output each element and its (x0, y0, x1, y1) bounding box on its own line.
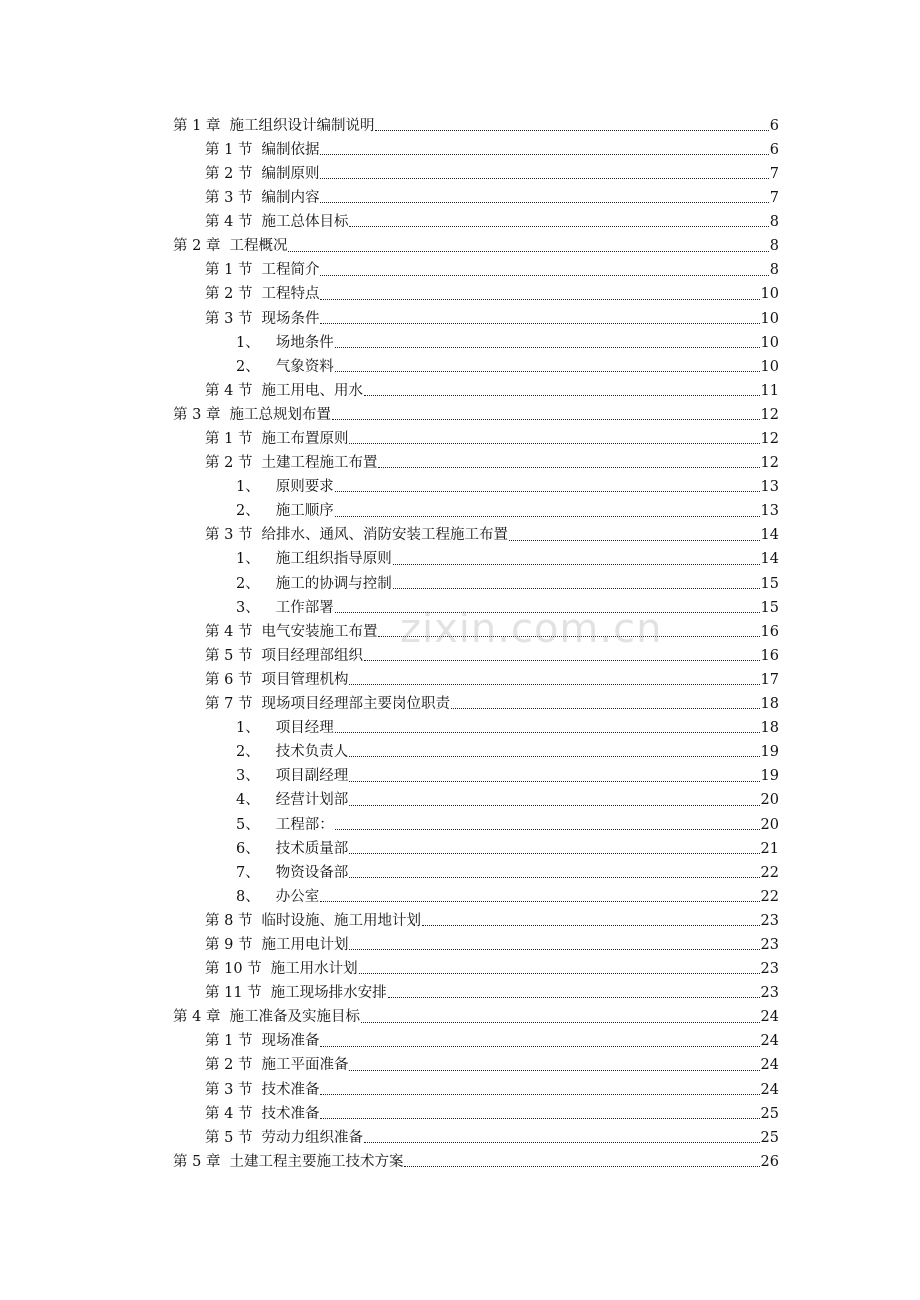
dot-leader (320, 1093, 759, 1095)
dot-leader (335, 731, 760, 733)
toc-page-number: 25 (760, 1129, 779, 1146)
toc-entry-title: 原则要求 (275, 479, 334, 496)
toc-entry-title: 土建工程主要施工技术方案 (229, 1153, 404, 1170)
dot-leader (349, 442, 759, 444)
toc-subsection-entry[interactable] (0, 716, 920, 740)
toc-page-number: 15 (760, 599, 779, 616)
toc-subsection-entry[interactable] (0, 475, 920, 499)
toc-entry-number: 第 1 节 (205, 262, 253, 279)
dot-leader (320, 177, 768, 179)
toc-page-number: 25 (760, 1105, 779, 1122)
toc-entry-label (236, 336, 334, 351)
dot-leader (320, 274, 768, 276)
dot-leader (378, 466, 759, 468)
toc-page-number: 22 (760, 864, 779, 881)
toc-subsection-entry[interactable] (0, 572, 920, 596)
toc-section-entry[interactable] (0, 644, 920, 668)
toc-entry-title: 项目经理部组织 (261, 647, 363, 664)
toc-subsection-entry[interactable] (0, 789, 920, 813)
toc-entry-title: 施工组织指导原则 (275, 551, 392, 568)
dot-leader (404, 1165, 759, 1167)
toc-section-entry[interactable] (0, 909, 920, 933)
toc-entry-label (236, 818, 334, 833)
toc-entry-title: 施工现场排水安排 (270, 985, 387, 1002)
toc-entry-label (205, 1058, 348, 1073)
toc-entry-title: 技术准备 (261, 1081, 320, 1098)
toc-entry-title: 工程特点 (261, 286, 320, 303)
toc-entry-label (205, 1034, 319, 1049)
toc-entry-number: 第 3 节 (205, 190, 253, 207)
toc-entry-number: 第 4 章 (173, 1009, 221, 1026)
toc-entry-number: 第 8 节 (205, 912, 253, 929)
toc-entry-number: 1、 (236, 334, 260, 351)
dot-leader (332, 418, 760, 420)
toc-entry-number: 第 5 节 (205, 1129, 253, 1146)
toc-entry-title: 工程部： (275, 816, 334, 833)
toc-entry-label (236, 552, 392, 567)
toc-entry-title: 编制依据 (261, 141, 320, 158)
toc-page-number: 8 (769, 214, 779, 231)
toc-chapter-entry[interactable] (0, 1150, 920, 1174)
toc-entry-number: 2、 (236, 744, 260, 761)
toc-entry-number: 第 3 章 (173, 406, 221, 423)
toc-entry-title: 给排水、通风、消防安装工程施工布置 (261, 527, 508, 544)
toc-page-number: 10 (760, 334, 779, 351)
toc-entry-label (236, 866, 348, 881)
toc-entry-label (205, 432, 348, 447)
toc-entry-number: 第 1 节 (205, 141, 253, 158)
toc-page-number: 13 (760, 479, 779, 496)
toc-page-number: 19 (760, 744, 779, 761)
toc-entry-number: 第 7 节 (205, 696, 253, 713)
toc-page-number: 24 (760, 1081, 779, 1098)
toc-entry-number: 第 2 节 (205, 165, 253, 182)
toc-entry-number: 第 2 节 (205, 455, 253, 472)
dot-leader (320, 201, 768, 203)
toc-entry-label (205, 697, 450, 712)
toc-entry-number: 第 4 节 (205, 382, 253, 399)
dot-leader (375, 129, 768, 131)
dot-leader (320, 900, 759, 902)
toc-entry-title: 场地条件 (275, 334, 334, 351)
toc-entry-number: 第 9 节 (205, 936, 253, 953)
toc-entry-number: 3、 (236, 599, 260, 616)
toc-entry-title: 电气安装施工布置 (261, 623, 378, 640)
toc-subsection-entry[interactable] (0, 765, 920, 789)
dot-leader (320, 1045, 759, 1047)
dot-leader (288, 250, 768, 252)
watermark: zixin.com.cn (400, 606, 663, 652)
toc-entry-label (236, 769, 348, 784)
toc-subsection-entry[interactable] (0, 813, 920, 837)
toc-entry-label (205, 1107, 319, 1122)
toc-entry-label (205, 986, 387, 1001)
dot-leader (349, 804, 759, 806)
toc-entry-number: 第 3 节 (205, 1081, 253, 1098)
toc-section-entry[interactable] (0, 283, 920, 307)
toc-section-entry[interactable] (0, 138, 920, 162)
toc-page-number: 23 (760, 985, 779, 1002)
toc-page-number: 18 (760, 696, 779, 713)
toc-section-entry[interactable] (0, 1126, 920, 1150)
toc-entry-label (205, 649, 363, 664)
toc-section-entry[interactable] (0, 162, 920, 186)
toc-page-number: 23 (760, 912, 779, 929)
dot-leader (320, 153, 768, 155)
toc-subsection-entry[interactable] (0, 548, 920, 572)
toc-entry-title: 项目经理 (275, 720, 334, 737)
toc-section-entry[interactable] (0, 259, 920, 283)
toc-entry-number: 2、 (236, 575, 260, 592)
toc-entry-number: 第 5 章 (173, 1153, 221, 1170)
toc-section-entry[interactable] (0, 981, 920, 1005)
dot-leader (349, 755, 759, 757)
toc-section-entry[interactable] (0, 451, 920, 475)
dot-leader (335, 611, 760, 613)
toc-page-number: 12 (760, 406, 779, 423)
dot-leader (364, 659, 760, 661)
toc-entry-label (205, 167, 319, 182)
toc-entry-title: 编制原则 (261, 165, 320, 182)
toc-entry-number: 第 1 节 (205, 431, 253, 448)
dot-leader (335, 490, 760, 492)
toc-entry-label (236, 601, 334, 616)
toc-entry-title: 技术负责人 (275, 744, 349, 761)
toc-page-number: 22 (760, 888, 779, 905)
toc-chapter-entry[interactable] (0, 114, 920, 138)
toc-entry-number: 第 6 节 (205, 671, 253, 688)
toc-entry-title: 施工组织设计编制说明 (229, 117, 375, 134)
dot-leader (364, 1141, 760, 1143)
toc-subsection-entry[interactable] (0, 596, 920, 620)
toc-section-entry[interactable] (0, 957, 920, 981)
toc-page-number: 12 (760, 455, 779, 472)
toc-entry-number: 第 3 节 (205, 527, 253, 544)
toc-page-number: 19 (760, 768, 779, 785)
toc-entry-number: 第 1 章 (173, 117, 221, 134)
toc-entry-title: 施工布置原则 (261, 431, 349, 448)
toc-entry-number: 第 2 节 (205, 286, 253, 303)
toc-entry-label (205, 263, 319, 278)
toc-entry-number: 第 2 章 (173, 238, 221, 255)
toc-entry-label (236, 504, 334, 519)
toc-entry-label (205, 143, 319, 158)
toc-entry-label (173, 119, 374, 134)
toc-entry-title: 技术质量部 (275, 840, 349, 857)
toc-entry-number: 1、 (236, 479, 260, 496)
toc-page-number: 13 (760, 503, 779, 520)
toc-entry-label (205, 1083, 319, 1098)
toc-entry-number: 4、 (236, 792, 260, 809)
toc-page-number: 10 (760, 358, 779, 375)
table-of-contents (0, 114, 920, 1174)
dot-leader (393, 587, 760, 589)
dot-leader (335, 370, 760, 372)
toc-entry-label (205, 312, 319, 327)
toc-entry-title: 现场准备 (261, 1033, 320, 1050)
toc-page-number: 6 (769, 117, 779, 134)
toc-entry-label (205, 287, 319, 302)
toc-entry-title: 现场项目经理部主要岗位职责 (261, 696, 450, 713)
toc-page-number: 16 (760, 623, 779, 640)
toc-page-number: 23 (760, 936, 779, 953)
toc-section-entry[interactable] (0, 524, 920, 548)
toc-entry-number: 5、 (236, 816, 260, 833)
toc-entry-number: 第 10 节 (205, 961, 262, 978)
dot-leader (378, 635, 759, 637)
toc-section-entry[interactable] (0, 1102, 920, 1126)
toc-entry-label (205, 673, 348, 688)
dot-leader (320, 298, 759, 300)
toc-page-number: 14 (760, 551, 779, 568)
toc-entry-title: 劳动力组织准备 (261, 1129, 363, 1146)
toc-entry-title: 物资设备部 (275, 864, 349, 881)
dot-leader (422, 924, 760, 926)
toc-page-number: 8 (769, 262, 779, 279)
toc-section-entry[interactable] (0, 668, 920, 692)
toc-page-number: 17 (760, 671, 779, 688)
toc-entry-label (205, 384, 363, 399)
toc-section-entry[interactable] (0, 1078, 920, 1102)
toc-subsection-entry[interactable] (0, 331, 920, 355)
toc-entry-number: 8、 (236, 888, 260, 905)
toc-page-number: 18 (760, 720, 779, 737)
toc-page-number: 10 (760, 286, 779, 303)
toc-entry-label (205, 215, 348, 230)
toc-entry-label (173, 1155, 403, 1170)
toc-entry-number: 7、 (236, 864, 260, 881)
toc-entry-title: 施工准备及实施目标 (229, 1009, 360, 1026)
toc-entry-title: 经营计划部 (275, 792, 349, 809)
toc-subsection-entry[interactable] (0, 885, 920, 909)
toc-page-number: 20 (760, 816, 779, 833)
toc-entry-label (236, 793, 348, 808)
toc-section-entry[interactable] (0, 933, 920, 957)
toc-entry-title: 施工用电、用水 (261, 382, 363, 399)
toc-page-number: 26 (760, 1153, 779, 1170)
toc-entry-title: 施工总规划布置 (229, 406, 331, 423)
toc-entry-label (205, 191, 319, 206)
toc-entry-title: 临时设施、施工用地计划 (261, 912, 421, 929)
toc-entry-label (205, 938, 348, 953)
toc-section-entry[interactable] (0, 1030, 920, 1054)
toc-entry-label (205, 914, 421, 929)
toc-subsection-entry[interactable] (0, 355, 920, 379)
toc-entry-label (236, 745, 348, 760)
toc-section-entry[interactable] (0, 692, 920, 716)
toc-entry-number: 第 4 节 (205, 214, 253, 231)
toc-page-number: 16 (760, 647, 779, 664)
toc-entry-label (205, 456, 377, 471)
toc-entry-label (205, 962, 358, 977)
toc-page-number: 7 (769, 190, 779, 207)
dot-leader (349, 852, 759, 854)
toc-entry-label (236, 721, 334, 736)
dot-leader (349, 876, 759, 878)
toc-entry-title: 工作部署 (275, 599, 334, 616)
dot-leader (335, 346, 760, 348)
toc-entry-label (173, 1010, 360, 1025)
toc-entry-number: 3、 (236, 768, 260, 785)
toc-subsection-entry[interactable] (0, 500, 920, 524)
toc-chapter-entry[interactable] (0, 234, 920, 258)
toc-entry-title: 项目副经理 (275, 768, 349, 785)
toc-entry-label (236, 842, 348, 857)
toc-entry-number: 1、 (236, 720, 260, 737)
toc-entry-title: 工程概况 (229, 238, 288, 255)
dot-leader (388, 996, 760, 998)
toc-page-number: 8 (769, 238, 779, 255)
toc-page-number: 14 (760, 527, 779, 544)
dot-leader (349, 683, 759, 685)
toc-entry-title: 办公室 (275, 888, 320, 905)
dot-leader (320, 1117, 759, 1119)
dot-leader (335, 515, 760, 517)
dot-leader (451, 707, 760, 709)
toc-section-entry[interactable] (0, 1054, 920, 1078)
toc-entry-label (236, 577, 392, 592)
toc-entry-title: 施工用电计划 (261, 936, 349, 953)
toc-entry-title: 编制内容 (261, 190, 320, 207)
toc-page-number: 15 (760, 575, 779, 592)
toc-entry-number: 第 11 节 (205, 985, 262, 1002)
toc-page-number: 21 (760, 840, 779, 857)
toc-entry-title: 土建工程施工布置 (261, 455, 378, 472)
toc-entry-label (205, 528, 508, 543)
toc-entry-title: 施工总体目标 (261, 214, 349, 231)
toc-entry-number: 2、 (236, 503, 260, 520)
toc-entry-title: 气象资料 (275, 358, 334, 375)
toc-page-number: 10 (760, 310, 779, 327)
dot-leader (393, 563, 760, 565)
toc-entry-number: 第 2 节 (205, 1057, 253, 1074)
dot-leader (320, 322, 759, 324)
toc-entry-title: 技术准备 (261, 1105, 320, 1122)
toc-section-entry[interactable] (0, 620, 920, 644)
toc-page-number: 24 (760, 1057, 779, 1074)
toc-entry-label (205, 625, 377, 640)
toc-chapter-entry[interactable] (0, 403, 920, 427)
toc-page-number: 12 (760, 431, 779, 448)
toc-section-entry[interactable] (0, 307, 920, 331)
toc-page-number: 20 (760, 792, 779, 809)
toc-page-number: 11 (760, 382, 779, 399)
toc-section-entry[interactable] (0, 210, 920, 234)
dot-leader (349, 225, 768, 227)
toc-entry-label (236, 360, 334, 375)
toc-entry-label (236, 890, 319, 905)
dot-leader (349, 948, 759, 950)
toc-entry-label (236, 480, 334, 495)
toc-entry-number: 第 5 节 (205, 647, 253, 664)
dot-leader (364, 394, 760, 396)
dot-leader (349, 1069, 759, 1071)
dot-leader (361, 1021, 760, 1023)
toc-entry-number: 2、 (236, 358, 260, 375)
dot-leader (359, 972, 760, 974)
toc-entry-number: 第 4 节 (205, 1105, 253, 1122)
toc-page-number: 23 (760, 961, 779, 978)
toc-section-entry[interactable] (0, 427, 920, 451)
toc-entry-title: 施工用水计划 (270, 961, 358, 978)
toc-entry-label (173, 239, 287, 254)
toc-entry-title: 施工的协调与控制 (275, 575, 392, 592)
toc-entry-number: 第 4 节 (205, 623, 253, 640)
toc-entry-number: 1、 (236, 551, 260, 568)
toc-entry-title: 项目管理机构 (261, 671, 349, 688)
toc-entry-label (205, 1131, 363, 1146)
toc-section-entry[interactable] (0, 186, 920, 210)
toc-entry-number: 第 3 节 (205, 310, 253, 327)
dot-leader (509, 539, 760, 541)
toc-entry-title: 现场条件 (261, 310, 320, 327)
dot-leader (349, 780, 759, 782)
toc-section-entry[interactable] (0, 379, 920, 403)
dot-leader (335, 828, 760, 830)
toc-page-number: 24 (760, 1009, 779, 1026)
toc-entry-number: 6、 (236, 840, 260, 857)
toc-entry-title: 施工顺序 (275, 503, 334, 520)
toc-subsection-entry[interactable] (0, 861, 920, 885)
toc-entry-number: 第 1 节 (205, 1033, 253, 1050)
toc-subsection-entry[interactable] (0, 837, 920, 861)
toc-chapter-entry[interactable] (0, 1005, 920, 1029)
toc-page-number: 7 (769, 165, 779, 182)
toc-subsection-entry[interactable] (0, 740, 920, 764)
toc-entry-title: 施工平面准备 (261, 1057, 349, 1074)
toc-page-number: 24 (760, 1033, 779, 1050)
toc-entry-title: 工程简介 (261, 262, 320, 279)
toc-entry-label (173, 408, 331, 423)
toc-page-number: 6 (769, 141, 779, 158)
